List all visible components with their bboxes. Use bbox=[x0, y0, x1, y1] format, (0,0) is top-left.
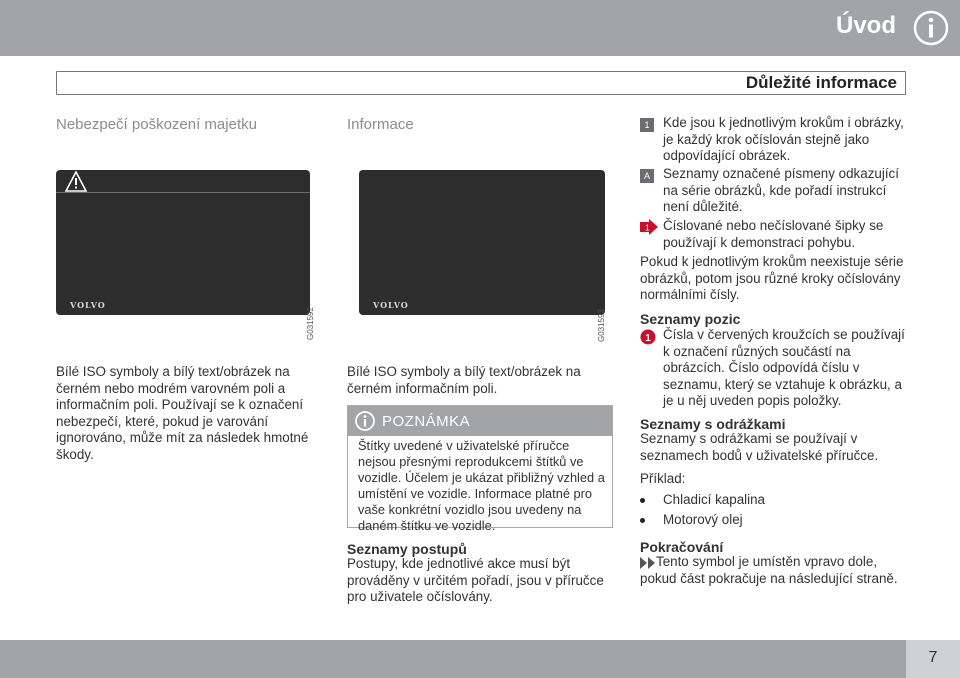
col2-heading: Informace bbox=[347, 116, 414, 133]
bullets-heading: Seznamy s odrážkami bbox=[640, 416, 786, 432]
normal-numbers-text: Pokud k jednotlivým krokům neexistuje série obrázků, potom jsou různé kroky očíslovány normálními čísly. bbox=[640, 254, 904, 303]
section-title: Důležité informace bbox=[745, 73, 897, 92]
bullet-dot bbox=[640, 498, 645, 503]
red-arrow-icon bbox=[640, 219, 658, 235]
image-code: G031592 bbox=[306, 307, 315, 340]
continuation-text: Tento symbol je umístěn vpravo dole, pokud část pokračuje na následující straně. bbox=[640, 554, 898, 586]
display-divider bbox=[56, 192, 310, 193]
section-title-box bbox=[56, 71, 906, 95]
note-header bbox=[348, 406, 612, 436]
warning-display-image bbox=[56, 170, 310, 315]
col1-heading: Nebezpečí poškození majetku bbox=[56, 116, 257, 133]
page-title: Úvod bbox=[836, 12, 896, 39]
footer-bar bbox=[0, 640, 960, 678]
note-box bbox=[347, 405, 613, 533]
list-item: Chladicí kapalina bbox=[663, 492, 765, 507]
letter-text: Seznamy označené písmeny odkazující na série obrázků, kde pořadí instrukcí není důležité. bbox=[663, 166, 899, 215]
steps-text: Postupy, kde jednotlivé akce musí být prováděny v určitém pořadí, jsou v příručce pro uživatele očíslovány. bbox=[347, 556, 604, 605]
image-code: G031593 bbox=[597, 309, 606, 342]
svg-text:1: 1 bbox=[645, 333, 651, 344]
volvo-logo: VOLVO bbox=[373, 300, 409, 310]
note-text: Štítky uvedené v uživatelské příručce nejsou přesnými reprodukcemi štítků ve vozidle. Účelem je ukázat přibližný vzhled a umístění ve vozidle. Informace platné pro vaše konkrétní vozidlo jsou uvedeny na daném štítku ve vozidle. bbox=[358, 438, 605, 533]
info-display-image bbox=[359, 170, 605, 315]
col2-text: Bílé ISO symboly a bílý text/obrázek na černém informačním poli. bbox=[347, 364, 581, 396]
continuation-heading: Pokračování bbox=[640, 539, 724, 555]
page-number: 7 bbox=[928, 649, 938, 666]
positions-text: Čísla v červených kroužcích se používají k označení různých součástí na obrázcích. Číslo odpovídá číslu v seznamu, který se vztahuje k obrázku, a je u něj uveden popis položky. bbox=[663, 327, 905, 409]
note-title: POZNÁMKA bbox=[382, 413, 471, 430]
info-icon bbox=[354, 410, 376, 432]
header-bar bbox=[0, 0, 960, 56]
volvo-logo: VOLVO bbox=[70, 300, 106, 310]
info-icon bbox=[912, 9, 950, 47]
list-item: Motorový olej bbox=[663, 512, 743, 527]
step-number-text: Kde jsou k jednotlivým krokům i obrázky, je každý krok očíslován stejně jako odpovídající obrázek. bbox=[663, 115, 904, 164]
bullets-text: Seznamy s odrážkami se používají v seznamech bodů v uživatelské příručce. bbox=[640, 431, 879, 463]
red-circle-number-icon bbox=[640, 329, 656, 345]
arrow-number: 1 bbox=[645, 223, 650, 233]
arrow-text: Číslované nebo nečíslované šipky se používají k demonstraci pohybu. bbox=[663, 218, 884, 250]
positions-heading: Seznamy pozic bbox=[640, 311, 741, 327]
warning-triangle-icon bbox=[65, 171, 87, 192]
steps-heading: Seznamy postupů bbox=[347, 541, 467, 557]
step-number-box: 1 bbox=[640, 118, 654, 132]
col1-text: Bílé ISO symboly a bílý text/obrázek na černém nebo modrém varovném poli a informačním poli. Používají se k označení nebezpečí, které, pokud je varování ignorováno, může mít za následek hmotné škody. bbox=[56, 364, 309, 462]
letter-box: A bbox=[640, 169, 654, 183]
bullet-dot bbox=[640, 518, 645, 523]
example-label: Příklad: bbox=[640, 471, 686, 486]
page-number-box bbox=[906, 640, 960, 678]
